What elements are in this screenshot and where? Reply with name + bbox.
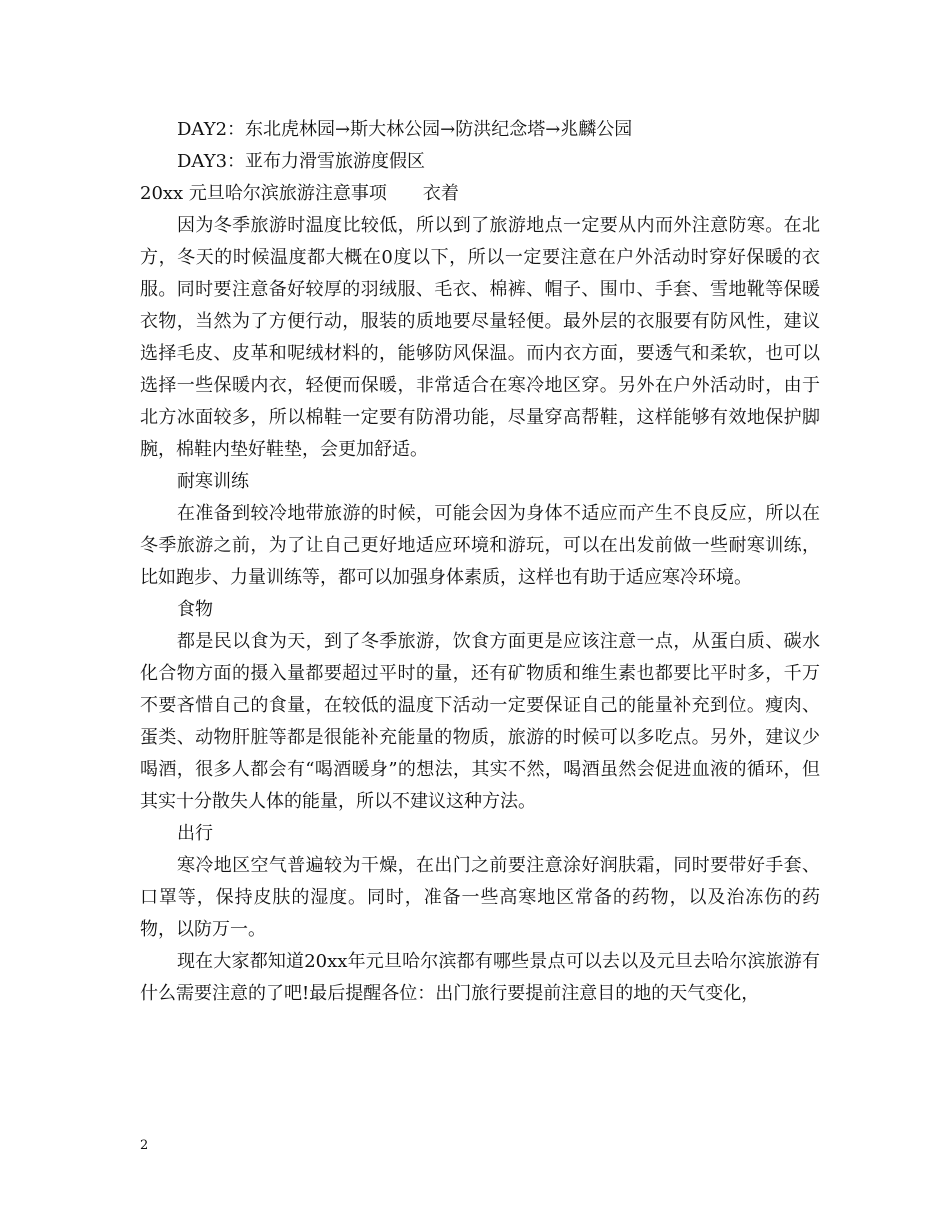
travel-paragraph: 寒冷地区空气普遍较为干燥，在出门之前要注意涂好润肤霜，同时要带好手套、口罩等，保持皮肤的湿度。同时，准备一些高寒地区常备的药物，以及治冻伤的药物，以防万一。 xyxy=(140,855,820,940)
food-heading: 食物 xyxy=(177,599,213,620)
food-paragraph: 都是民以食为天，到了冬季旅游，饮食方面更是应该注意一点，从蛋白质、碳水化合物方面的摄入量都要超过平时的量，还有矿物质和维生素也都要比平时多，千万不要吝惜自己的食量，在较低的温度下活动一定要保证自己的能量补充到位。瘦肉、蛋类、动物肝脏等都是很能补充能量的物质，旅游的时候可以多吃点。另外，建议少喝酒，很多人都会有“喝酒暖身”的想法，其实不然，喝酒虽然会促进血液的循环，但其实十分散失人体的能量，所以不建议这种方法。 xyxy=(140,631,820,812)
closing-paragraph: 现在大家都知道20xx年元旦哈尔滨都有哪些景点可以去以及元旦去哈尔滨旅游有什么需要注意的了吧!最后提醒各位：出门旅行要提前注意目的地的天气变化， xyxy=(140,951,820,1004)
itinerary-day3: DAY3：亚布力滑雪旅游度假区 xyxy=(177,151,426,172)
clothing-paragraph: 因为冬季旅游时温度比较低，所以到了旅游地点一定要从内而外注意防寒。在北方，冬天的时候温度都大概在0度以下，所以一定要注意在户外活动时穿好保暖的衣服。同时要注意备好较厚的羽绒服、毛衣、棉裤、帽子、围巾、手套、雪地靴等保暖衣物，当然为了方便行动，服装的质地要尽量轻便。最外层的衣服要有防风性，建议选择毛皮、皮革和呢绒材料的，能够防风保温。而内衣方面，要透气和柔软，也可以选择一些保暖内衣，轻便而保暖，非常适合在寒冷地区穿。另外在户外活动时，由于北方冰面较多，所以棉鞋一定要有防滑功能，尽量穿高帮鞋，这样能够有效地保护脚腕，棉鞋内垫好鞋垫，会更加舒适。 xyxy=(140,215,820,460)
training-paragraph: 在准备到较冷地带旅游的时候，可能会因为身体不适应而产生不良反应，所以在冬季旅游之前，为了让自己更好地适应环境和游玩，可以在出发前做一些耐寒训练，比如跑步、力量训练等，都可以加强身体素质，这样也有助于适应寒冷环境。 xyxy=(140,503,820,588)
travel-heading: 出行 xyxy=(177,823,213,844)
page-number: 2 xyxy=(140,1138,149,1153)
document-body xyxy=(140,114,820,1010)
itinerary-day2: DAY2：东北虎林园→斯大林公园→防洪纪念塔→兆麟公园 xyxy=(177,119,633,140)
notes-title: 20xx 元旦哈尔滨旅游注意事项 衣着 xyxy=(140,183,459,204)
training-heading: 耐寒训练 xyxy=(177,471,249,492)
